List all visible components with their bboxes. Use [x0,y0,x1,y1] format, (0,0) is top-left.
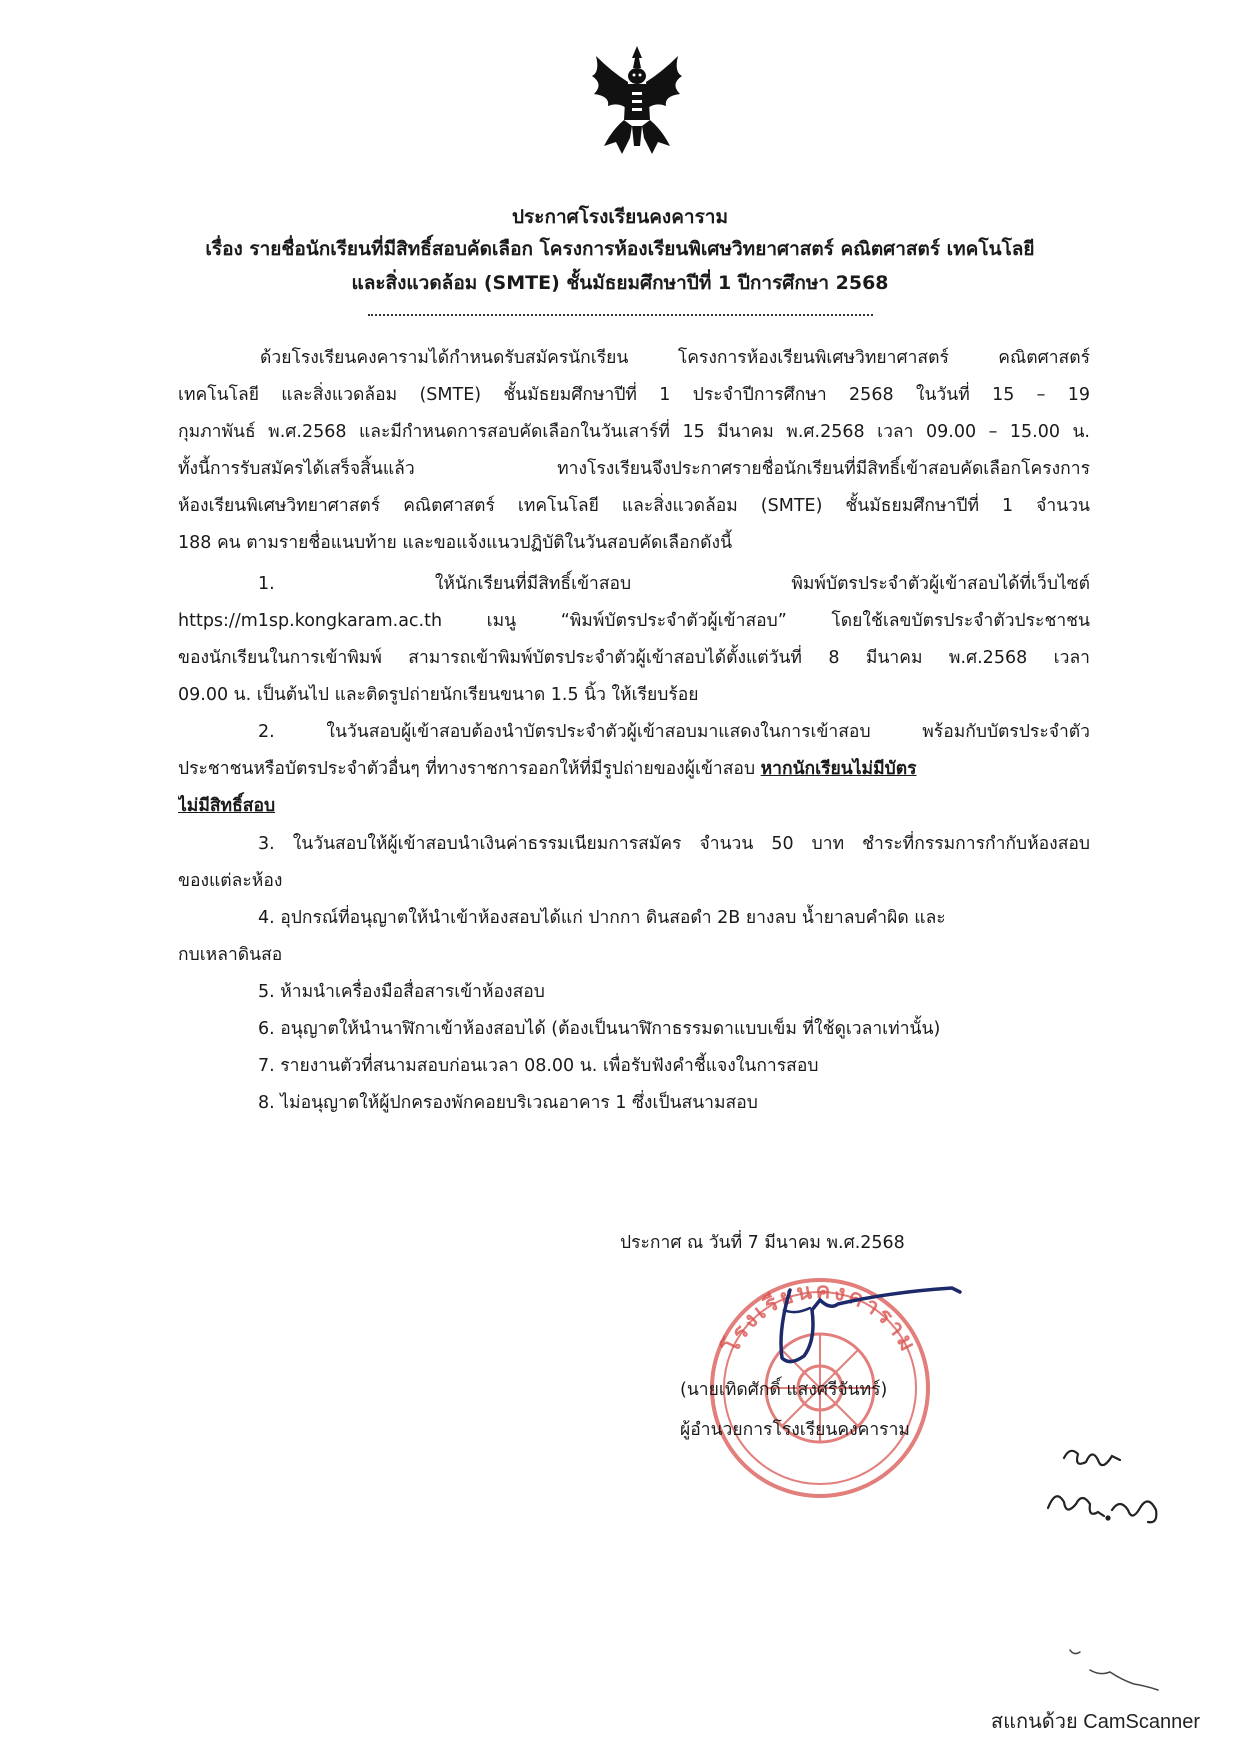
rule-item-2 [178,714,1090,825]
rule-item-6: 6. อนุญาตให้นำนาฬิกาเข้าห้องสอบได้ (ต้องเป็นนาฬิกาธรรมดาแบบเข็ม ที่ใช้ดูเวลาเท่านั้น) [258,1019,941,1039]
rule-item-4 [178,900,1090,974]
intro-line: ห้องเรียนพิเศษวิทยาศาสตร์ คณิตศาสตร์ เทคโนโลยี และสิ่งแวดล้อม (SMTE) ชั้นมัธยมศึกษาปีที่ 1 จำนวน [178,496,1090,516]
rule-items-5-8 [178,974,1090,1122]
intro-line: กุมภาพันธ์ พ.ศ.2568 และมีกำหนดการสอบคัดเลือกในวันเสาร์ที่ 15 มีนาคม พ.ศ.2568 เวลา 09.00 – 15.00 น. [178,422,1090,442]
rule-item-7: 7. รายงานตัวที่สนามสอบก่อนเวลา 08.00 น. เพื่อรับฟังคำชี้แจงในการสอบ [258,1056,819,1076]
scan-artifact [1060,1640,1170,1700]
rule-item-8: 8. ไม่อนุญาตให้ผู้ปกครองพักคอยบริเวณอาคาร 1 ซึ่งเป็นสนามสอบ [258,1093,758,1113]
intro-line: ทั้งนี้การรับสมัครได้เสร็จสิ้นแล้ว ทางโรงเรียนจึงประกาศรายชื่อนักเรียนที่มีสิทธิ์เข้าสอบคัดเลือกโครงการ [178,459,1090,479]
signature [720,1270,980,1380]
rule-line: 2. ในวันสอบผู้เข้าสอบต้องนำบัตรประจำตัวผู้เข้าสอบมาแสดงในการเข้าสอบ พร้อมกับบัตรประจำตัว [258,722,1090,742]
rule-text: ประชาชนหรือบัตรประจำตัวอื่นๆ ที่ทางราชการออกให้ที่มีรูปถ่ายของผู้เข้าสอบ [178,759,761,779]
handwritten-note [1040,1438,1170,1548]
rule-item-1 [178,566,1090,714]
signer-title: ผู้อำนวยการโรงเรียนคงคาราม [680,1420,910,1440]
rule-line: กบเหลาดินสอ [178,945,283,965]
rule-line: https://m1sp.kongkaram.ac.th เมนู “พิมพ์บัตรประจำตัวผู้เข้าสอบ” โดยใช้เลขบัตรประจำตัวประชาชน [178,611,1090,631]
intro-line: เทคโนโลยี และสิ่งแวดล้อม (SMTE) ชั้นมัธยมศึกษาปีที่ 1 ประจำปีการศึกษา 2568 ในวันที่ 15 – 19 [178,385,1090,405]
announcement-date: ประกาศ ณ วันที่ 7 มีนาคม พ.ศ.2568 [620,1233,905,1253]
signer-block [680,1370,910,1450]
rule-line [178,751,1090,788]
intro-line: ด้วยโรงเรียนคงคารามได้กำหนดรับสมัครนักเรียน โครงการห้องเรียนพิเศษวิทยาศาสตร์ คณิตศาสตร์ [260,348,1090,368]
intro-paragraph [178,340,1090,562]
rule-line: 3. ในวันสอบให้ผู้เข้าสอบนำเงินค่าธรรมเนียมการสมัคร จำนวน 50 บาท ชำระที่กรรมการกำกับห้องสอบ [258,834,1090,854]
seal-text: โรงเรียนคงคาราม [718,1278,922,1358]
rule-line: 4. อุปกรณ์ที่อนุญาตให้นำเข้าห้องสอบได้แก่ ปากกา ดินสอดำ 2B ยางลบ น้ำยาลบคำผิด และ [258,908,946,928]
rule-item-3 [178,826,1090,900]
announcement-subject-continued: และสิ่งแวดล้อม (SMTE) ชั้นมัธยมศึกษาปีที่ 1 ปีการศึกษา 2568 [351,272,889,294]
dotted-separator [368,310,873,316]
rule-line: 09.00 น. เป็นต้นไป และติดรูปถ่ายนักเรียนขนาด 1.5 นิ้ว ให้เรียบร้อย [178,685,699,705]
scanner-watermark: สแกนด้วย CamScanner [990,1711,1200,1733]
signer-name: (นายเทิดศักดิ์ แสงศรีจันทร์) [680,1380,888,1400]
rule-line [178,788,1090,825]
rule-emphasis: ไม่มีสิทธิ์สอบ [178,796,276,816]
rule-line: ของนักเรียนในการเข้าพิมพ์ สามารถเข้าพิมพ์บัตรประจำตัวผู้เข้าสอบได้ตั้งแต่วันที่ 8 มีนาคม พ.ศ.2568 เวลา [178,648,1090,668]
announcement-subject: เรื่อง รายชื่อนักเรียนที่มีสิทธิ์สอบคัดเลือก โครงการห้องเรียนพิเศษวิทยาศาสตร์ คณิตศาสตร์ เทคโนโลยี [205,238,1035,260]
rule-item-5: 5. ห้ามนำเครื่องมือสื่อสารเข้าห้องสอบ [258,982,545,1002]
rule-line: 1. ให้นักเรียนที่มีสิทธิ์เข้าสอบ พิมพ์บัตรประจำตัวผู้เข้าสอบได้ที่เว็บไซต์ [258,574,1090,594]
intro-line: 188 คน ตามรายชื่อแนบท้าย และขอแจ้งแนวปฏิบัติในวันสอบคัดเลือกดังนี้ [178,533,733,553]
garuda-emblem [582,42,692,160]
announcement-title: ประกาศโรงเรียนคงคาราม [512,206,728,228]
rule-emphasis: หากนักเรียนไม่มีบัตร [760,759,917,779]
rule-line: ของแต่ละห้อง [178,871,283,891]
